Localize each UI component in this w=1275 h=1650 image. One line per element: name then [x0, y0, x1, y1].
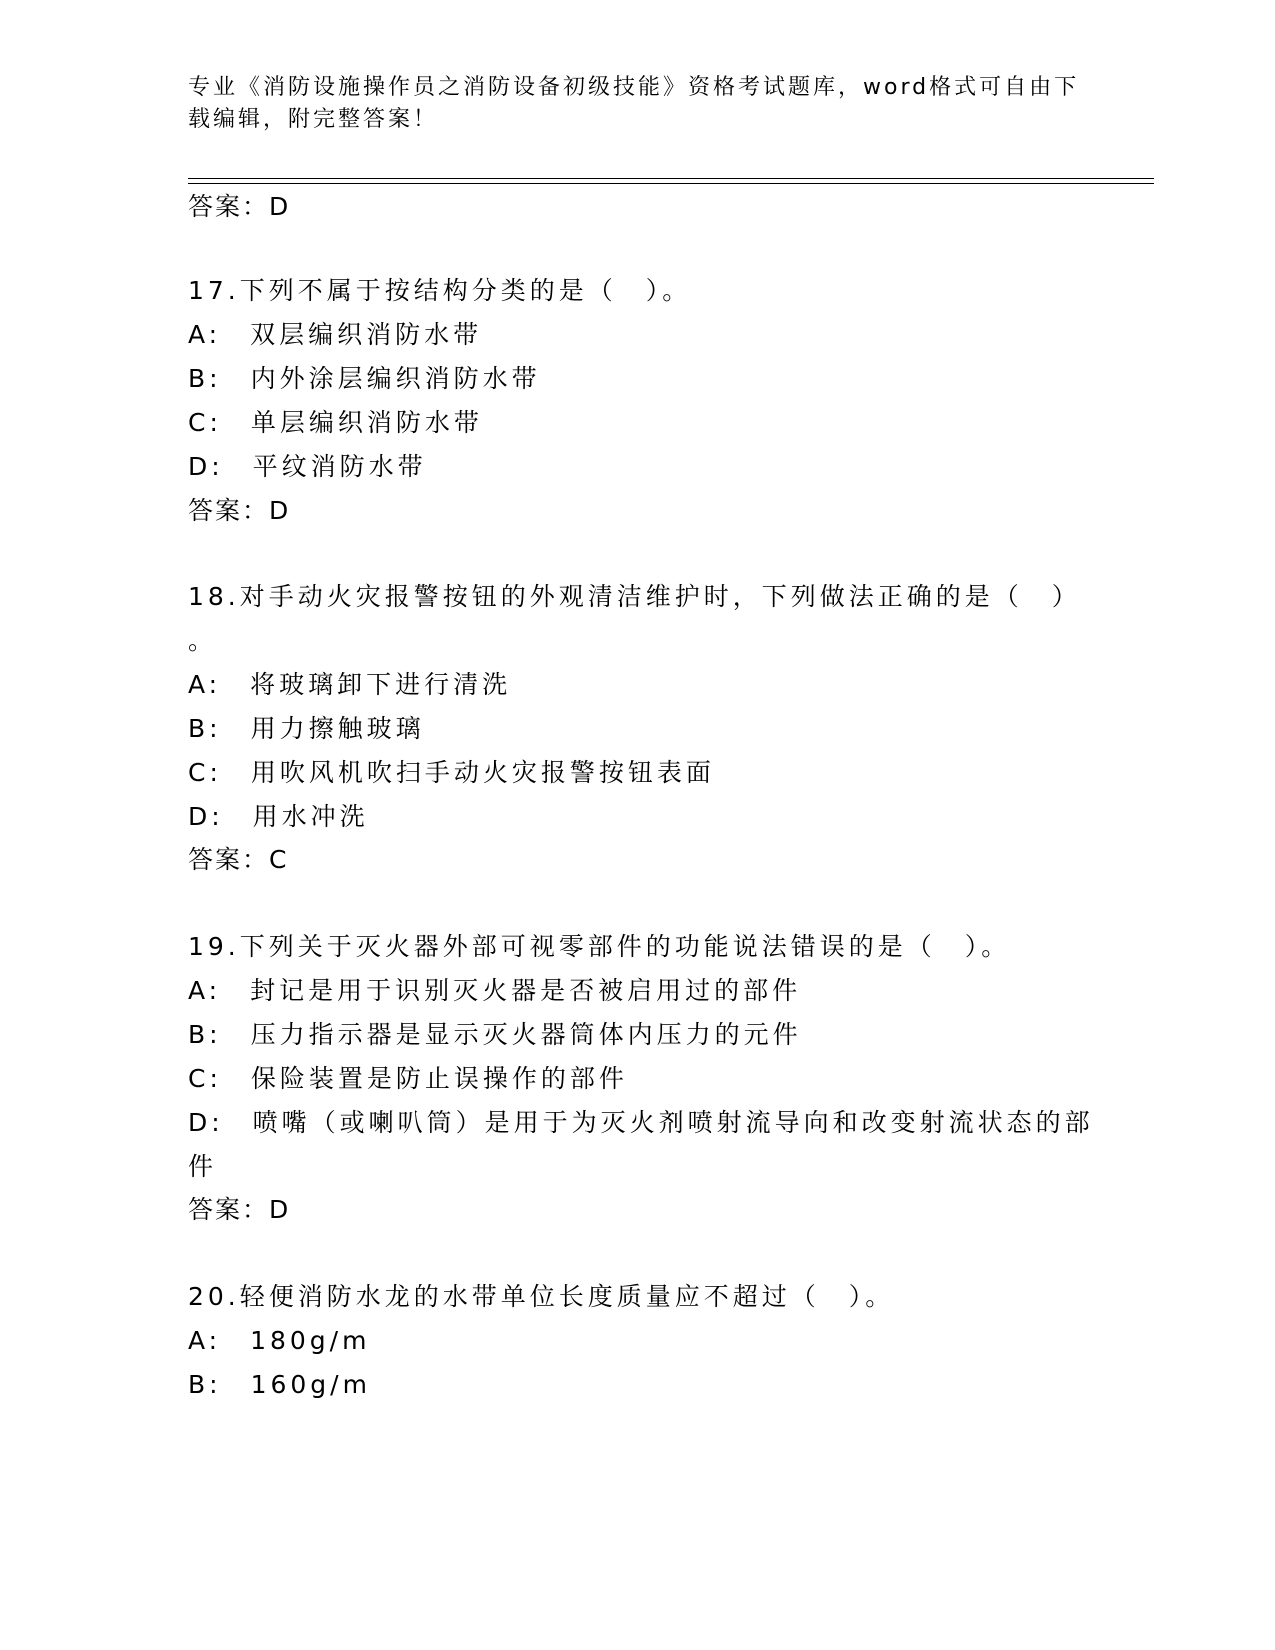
question-18-option-b: B: 用力擦触玻璃: [188, 714, 425, 743]
question-19-option-a: A: 封记是用于识别灭火器是否被启用过的部件: [188, 976, 802, 1005]
question-17-option-a: A: 双层编织消防水带: [188, 320, 483, 349]
question-18-option-d: D: 用水冲洗: [188, 802, 369, 831]
header-line-2: 载编辑，附完整答案！: [188, 107, 439, 132]
header-divider-top: [188, 178, 1154, 179]
question-19-option-b: B: 压力指示器是显示灭火器筒体内压力的元件: [188, 1020, 802, 1049]
question-18-stem: 18.对手动火灾报警按钮的外观清洁维护时，下列做法正确的是（ ）: [188, 582, 1081, 611]
question-17-stem: 17.下列不属于按结构分类的是（ ）。: [188, 276, 692, 305]
question-18-option-a: A: 将玻璃卸下进行清洗: [188, 670, 512, 699]
question-17-option-d: D: 平纹消防水带: [188, 452, 427, 481]
answer-17: 答案：D: [188, 496, 291, 525]
answer-18: 答案：C: [188, 845, 289, 874]
question-18-stem-continuation: 。: [188, 626, 218, 655]
question-18-option-c: C: 用吹风机吹扫手动火灾报警按钮表面: [188, 758, 715, 787]
question-19-option-d-continuation: 件: [188, 1152, 218, 1181]
question-20-stem: 20.轻便消防水龙的水带单位长度质量应不超过（ ）。: [188, 1282, 895, 1311]
header-line-1: 专业《消防设施操作员之消防设备初级技能》资格考试题库，word格式可自由下: [188, 75, 1080, 100]
question-17-option-c: C: 单层编织消防水带: [188, 408, 483, 437]
header-divider-bottom: [188, 183, 1154, 184]
answer-19: 答案：D: [188, 1195, 291, 1224]
question-20-option-a: A: 180g/m: [188, 1326, 371, 1355]
question-20-option-b: B: 160g/m: [188, 1370, 371, 1399]
document-header: [188, 72, 1088, 136]
question-19-stem: 19.下列关于灭火器外部可视零部件的功能说法错误的是（ ）。: [188, 932, 1011, 961]
answer-16: 答案：D: [188, 192, 291, 221]
question-19-option-d: D: 喷嘴（或喇叭筒）是用于为灭火剂喷射流导向和改变射流状态的部: [188, 1108, 1094, 1137]
question-19-option-c: C: 保险装置是防止误操作的部件: [188, 1064, 628, 1093]
question-17-option-b: B: 内外涂层编织消防水带: [188, 364, 541, 393]
